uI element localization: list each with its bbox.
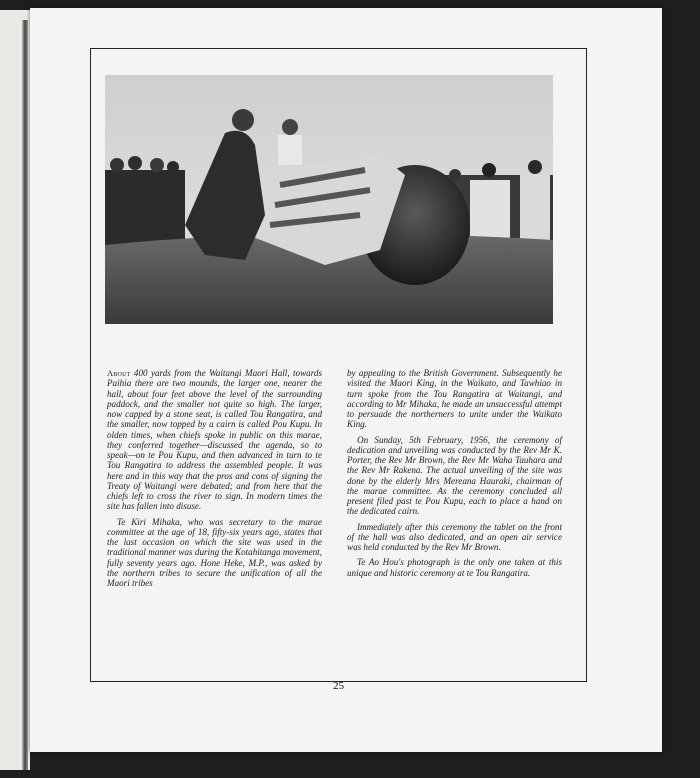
crowd-left [105,170,185,250]
robed-clergy-right [470,180,510,240]
paragraph: Te Kiri Mihaka, who was secretary to the marae committee at the age of 18, fifty-six years ago, states that the last occasion on which the site was used in the traditional manner was during the Kotahitanga movement, fully seventy years ago. Hone Heke, M.P., was asked by the northern tribes to secure the unification of all the Maori tribes [107,516,322,588]
lead-word: About [107,368,131,378]
article-left-column [107,368,322,593]
page-number: 25 [333,680,344,692]
paragraph: by appealing to the British Government. Subsequently he visited the Maori King, in the Waikato, and Tawhiao in turn spoke from the Tou Rangatira at Waitangi, and according to Mr Mihaka, he made an unsuccessful attempt to persuade the northerners to unite under the Waikato King. [347,368,562,430]
paragraph: Te Ao Hou's photograph is the only one taken at this unique and historic ceremony at te Tou Rangatira. [347,557,562,578]
paragraph: On Sunday, 5th February, 1956, the ceremony of dedication and unveiling was conducted by the Rev Mr K. Porter, the Rev Mr Brown, the Rev Mr Waha Tauhara and the Rev Mr Rakena. The actual unveiling of the site was done by the elderly Mrs Mereana Hauraki, chairman of the marae committee. As the ceremony concluded all present filed past te Pou Kupu, each to place a hand on the dedicated cairn. [347,434,562,517]
ceremony-photo [105,75,553,324]
book-binding [22,20,28,770]
paragraph: About 400 yards from the Waitangi Maori Hall, towards Paihia there are two mounds, the larger one, nearer the hall, about four feet above the level of the surrounding paddock, and the smaller not quite so high. The larger, now capped by a stone seat, is called Tou Rangatira, and the smaller, now topped by a cairn is called Pou Kupu. In olden times, when chiefs spoke in public on this marae, they conferred together—discussed the agenda, so to speak—on te Pou Kupu, and then advanced in turn to te Tou Rangatira to address the assembled people. It was here and in this way that the pros and cons of signing the Treaty of Waitangi were debated; and from here that the chiefs left to cross the river to sign. In modern times the site has fallen into disuse. [107,368,322,512]
paragraph: Immediately after this ceremony the tablet on the front of the hall was also dedicated, and an open air service was held conducted by the Rev Mr Brown. [347,521,562,552]
article-right-column [347,368,562,583]
clergy-back [278,135,302,165]
